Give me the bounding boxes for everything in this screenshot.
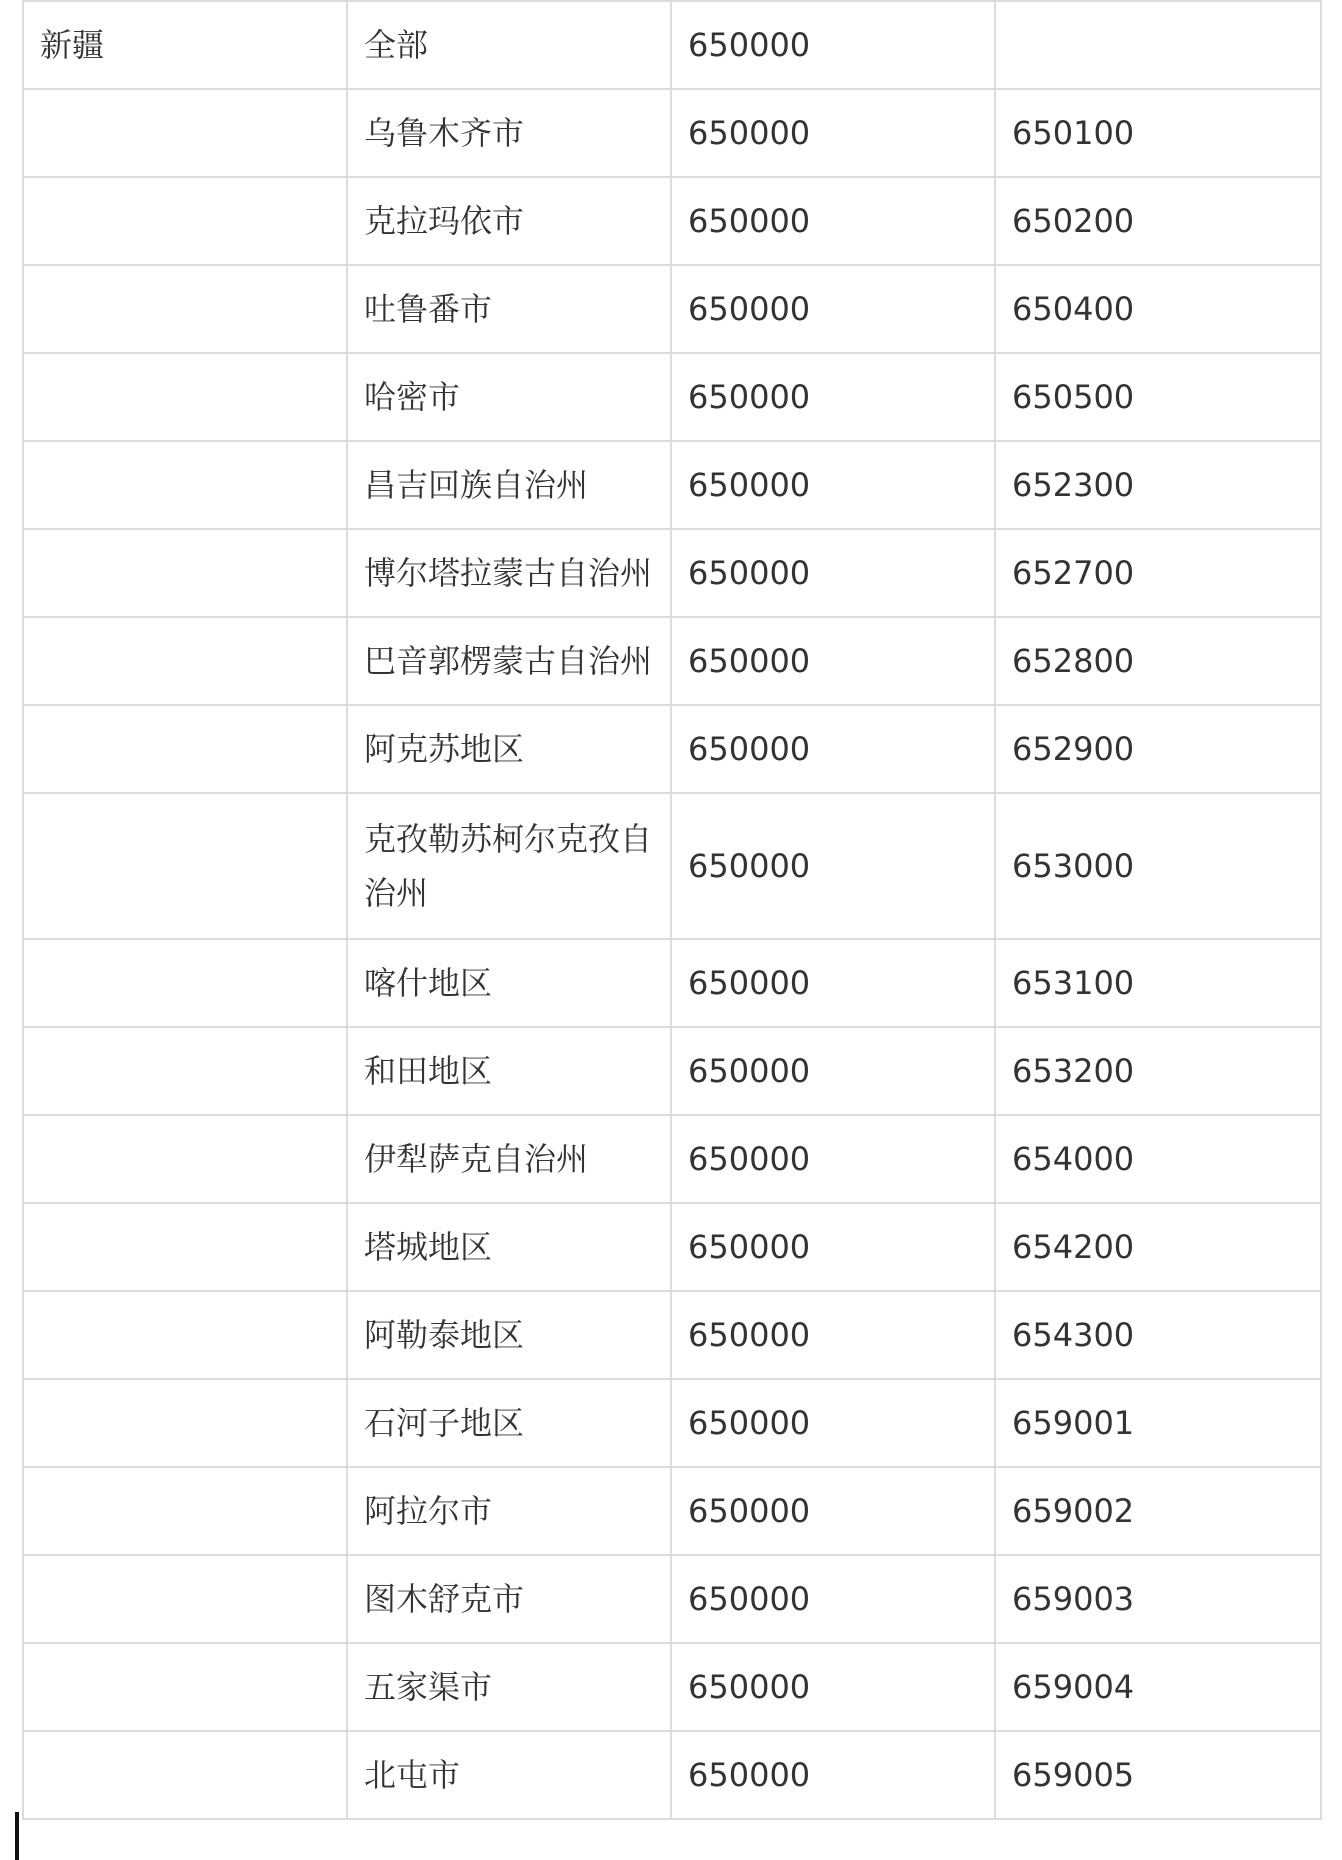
city-cell: 全部 <box>347 1 671 89</box>
table-row <box>23 793 1321 939</box>
province-cell <box>23 1203 347 1291</box>
province-cell <box>23 265 347 353</box>
province-cell <box>23 939 347 1027</box>
table-row <box>23 1115 1321 1203</box>
table-row <box>23 939 1321 1027</box>
table-row <box>23 1555 1321 1643</box>
city-code-cell: 659005 <box>995 1731 1321 1819</box>
city-code-cell: 652800 <box>995 617 1321 705</box>
city-code-cell: 653200 <box>995 1027 1321 1115</box>
city-code-cell: 654300 <box>995 1291 1321 1379</box>
city-cell: 乌鲁木齐市 <box>347 89 671 177</box>
city-cell: 阿拉尔市 <box>347 1467 671 1555</box>
table-row <box>23 1 1321 89</box>
city-cell: 图木舒克市 <box>347 1555 671 1643</box>
city-code-cell: 652900 <box>995 705 1321 793</box>
city-code-cell: 650500 <box>995 353 1321 441</box>
table-row <box>23 89 1321 177</box>
province-code-cell: 650000 <box>671 1379 995 1467</box>
province-cell <box>23 177 347 265</box>
province-code-cell: 650000 <box>671 1027 995 1115</box>
table-body <box>23 1 1321 1819</box>
province-cell <box>23 89 347 177</box>
province-code-cell: 650000 <box>671 705 995 793</box>
city-code-cell: 652700 <box>995 529 1321 617</box>
city-cell: 和田地区 <box>347 1027 671 1115</box>
table-row <box>23 177 1321 265</box>
city-code-cell: 654200 <box>995 1203 1321 1291</box>
table-row <box>23 441 1321 529</box>
table-row <box>23 1203 1321 1291</box>
province-cell <box>23 1115 347 1203</box>
province-code-cell: 650000 <box>671 265 995 353</box>
province-code-cell: 650000 <box>671 1291 995 1379</box>
city-code-cell: 653000 <box>995 793 1321 939</box>
province-cell <box>23 441 347 529</box>
text-cursor-icon <box>15 1812 19 1860</box>
province-cell: 新疆 <box>23 1 347 89</box>
province-cell <box>23 353 347 441</box>
table-row <box>23 353 1321 441</box>
city-cell: 石河子地区 <box>347 1379 671 1467</box>
table-row <box>23 1027 1321 1115</box>
province-cell <box>23 1643 347 1731</box>
province-cell <box>23 1027 347 1115</box>
region-code-table <box>22 0 1322 1820</box>
province-cell <box>23 793 347 939</box>
city-code-cell: 659003 <box>995 1555 1321 1643</box>
table-row <box>23 705 1321 793</box>
city-cell: 博尔塔拉蒙古自治州 <box>347 529 671 617</box>
city-code-cell: 659001 <box>995 1379 1321 1467</box>
city-cell: 巴音郭楞蒙古自治州 <box>347 617 671 705</box>
city-cell: 克拉玛依市 <box>347 177 671 265</box>
province-code-cell: 650000 <box>671 1115 995 1203</box>
province-cell <box>23 617 347 705</box>
city-code-cell: 650400 <box>995 265 1321 353</box>
table-row <box>23 1291 1321 1379</box>
table-row <box>23 1467 1321 1555</box>
province-cell <box>23 529 347 617</box>
province-cell <box>23 1555 347 1643</box>
table-row <box>23 1731 1321 1819</box>
province-code-cell: 650000 <box>671 939 995 1027</box>
province-cell <box>23 1731 347 1819</box>
region-code-table-container <box>22 0 1320 1820</box>
city-code-cell: 650200 <box>995 177 1321 265</box>
city-code-cell: 650100 <box>995 89 1321 177</box>
province-cell <box>23 1379 347 1467</box>
city-cell: 克孜勒苏柯尔克孜自治州 <box>347 793 671 939</box>
city-cell: 阿勒泰地区 <box>347 1291 671 1379</box>
city-cell: 伊犁萨克自治州 <box>347 1115 671 1203</box>
table-row <box>23 617 1321 705</box>
province-code-cell: 650000 <box>671 89 995 177</box>
province-code-cell: 650000 <box>671 1 995 89</box>
province-code-cell: 650000 <box>671 793 995 939</box>
city-code-cell <box>995 1 1321 89</box>
city-cell: 吐鲁番市 <box>347 265 671 353</box>
province-code-cell: 650000 <box>671 1731 995 1819</box>
province-cell <box>23 705 347 793</box>
province-cell <box>23 1467 347 1555</box>
province-code-cell: 650000 <box>671 353 995 441</box>
table-row <box>23 1379 1321 1467</box>
province-code-cell: 650000 <box>671 529 995 617</box>
city-cell: 塔城地区 <box>347 1203 671 1291</box>
city-code-cell: 659004 <box>995 1643 1321 1731</box>
city-cell: 五家渠市 <box>347 1643 671 1731</box>
table-row <box>23 529 1321 617</box>
province-code-cell: 650000 <box>671 617 995 705</box>
province-code-cell: 650000 <box>671 1203 995 1291</box>
city-cell: 阿克苏地区 <box>347 705 671 793</box>
table-row <box>23 1643 1321 1731</box>
table-row <box>23 265 1321 353</box>
city-cell: 哈密市 <box>347 353 671 441</box>
city-cell: 北屯市 <box>347 1731 671 1819</box>
city-code-cell: 653100 <box>995 939 1321 1027</box>
city-code-cell: 659002 <box>995 1467 1321 1555</box>
province-code-cell: 650000 <box>671 441 995 529</box>
city-code-cell: 654000 <box>995 1115 1321 1203</box>
city-cell: 昌吉回族自治州 <box>347 441 671 529</box>
province-code-cell: 650000 <box>671 177 995 265</box>
province-code-cell: 650000 <box>671 1643 995 1731</box>
city-cell: 喀什地区 <box>347 939 671 1027</box>
city-code-cell: 652300 <box>995 441 1321 529</box>
province-code-cell: 650000 <box>671 1555 995 1643</box>
province-cell <box>23 1291 347 1379</box>
province-code-cell: 650000 <box>671 1467 995 1555</box>
